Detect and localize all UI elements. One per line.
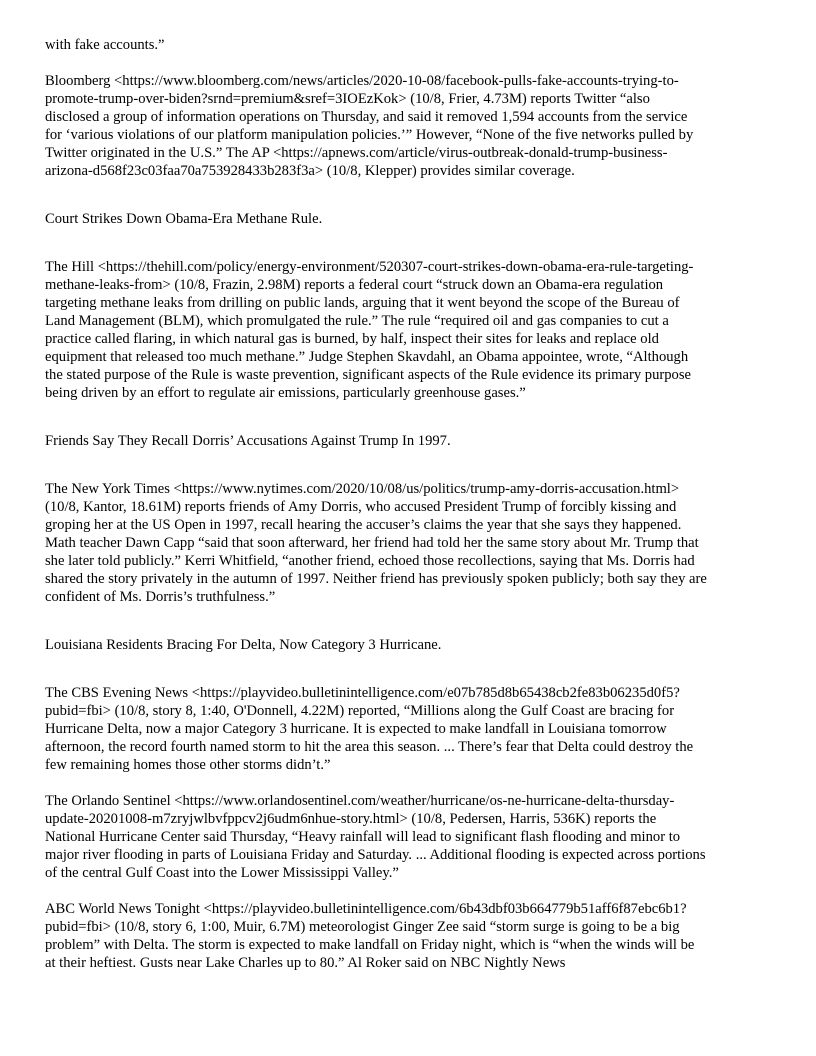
spacer bbox=[45, 228, 775, 258]
headline-dorris-accusations: Friends Say They Recall Dorris’ Accusations Against Trump In 1997. bbox=[45, 433, 451, 449]
spacer bbox=[45, 180, 775, 210]
document-page bbox=[45, 36, 775, 972]
spacer bbox=[45, 654, 775, 684]
paragraph-the-hill: The Hill <https://thehill.com/policy/energy-environment/520307-court-strikes-down-obama-era-rule-targeting- methane-leaks-from> (10/8, Frazin, 2.98M) reports a federal court “struck down an Obama-era regulation targeting methane leaks from drilling on public lands, arguing that it went beyond the scope of the Bureau of Land Management (BLM), which promulgated the rule.” The rule “required oil and gas companies to cut a practice called flaring, in which natural gas is burned, by half, inspect their sites for leaks and replace old equipment that released too much methane.” Judge Stephen Skavdahl, an Obama appointee, wrote, “Although the stated purpose of the Rule is waste prevention, significant aspects of the Rule evidence its primary purpose being driven by an effort to regulate air emissions, particularly greenhouse gases.” bbox=[45, 259, 694, 401]
spacer bbox=[45, 882, 775, 900]
paragraph-bloomberg: Bloomberg <https://www.bloomberg.com/news/articles/2020-10-08/facebook-pulls-fake-accounts-trying-to- promote-trump-over-biden?srnd=premium&sref=3IOEzKok> (10/8, Frier, 4.73M) reports Twitter “also disclosed a group of information operations on Thursday, and said it removed 1,594 accounts from the service for ‘various violations of our platform manipulation policies.’” However, “None of the five networks pulled by Twitter originated in the U.S.” The AP <https://apnews.com/article/virus-outbreak-donald-trump-business- arizona-d568f23c03faa70a753928433b283f3a> (10/8, Klepper) provides similar coverage. bbox=[45, 73, 694, 179]
spacer bbox=[45, 54, 775, 72]
headline-hurricane-delta: Louisiana Residents Bracing For Delta, Now Category 3 Hurricane. bbox=[45, 637, 442, 653]
spacer bbox=[45, 774, 775, 792]
paragraph-orlando-sentinel: The Orlando Sentinel <https://www.orlandosentinel.com/weather/hurricane/os-ne-hurricane-delta-thursday- update-20201008-m7zryjwlbvfppcv2j6udm6nhue-story.html> (10/8, Pedersen, Harris, 536K) reports the National Hurricane Center said Thursday, “Heavy rainfall will lead to significant flash flooding and minor to major river flooding in parts of Louisiana Friday and Saturday. ... Additional flooding is expected across portions of the central Gulf Coast into the Lower Mississippi Valley.” bbox=[45, 793, 706, 881]
paragraph-cbs: The CBS Evening News <https://playvideo.bulletinintelligence.com/e07b785d8b65438cb2fe83b06235d0f5? pubid=fbi> (10/8, story 8, 1:40, O'Donnell, 4.22M) reported, “Millions along the Gulf Coast are bracing for Hurricane Delta, now a major Category 3 hurricane. It is expected to make landfall in Louisiana tomorrow afternoon, the record fourth named storm to hit the area this season. ... There’s fear that Delta could destroy the few remaining homes those other storms didn’t.” bbox=[45, 685, 694, 773]
headline-methane-rule: Court Strikes Down Obama-Era Methane Rule. bbox=[45, 211, 323, 227]
paragraph-continuation: with fake accounts.” bbox=[45, 37, 165, 53]
spacer bbox=[45, 402, 775, 432]
paragraph-abc: ABC World News Tonight <https://playvideo.bulletinintelligence.com/6b43dbf03b664779b51aff6f87ebc6b1? pubid=fbi> (10/8, story 6, 1:00, Muir, 6.7M) meteorologist Ginger Zee said “storm surge is going to be a big problem” with Delta. The storm is expected to make landfall on Friday night, which is “when the winds will be at their heftiest. Gusts near Lake Charles up to 80.” Al Roker said on NBC Nightly News bbox=[45, 901, 695, 971]
paragraph-nytimes: The New York Times <https://www.nytimes.com/2020/10/08/us/politics/trump-amy-dorris-accusation.html> (10/8, Kantor, 18.61M) reports friends of Amy Dorris, who accused President Trump of forcibly kissing and groping her at the US Open in 1997, recall hearing the accuser’s claims the year that she says they happened. Math teacher Dawn Capp “said that soon afterward, her friend had told her the same story about Mr. Trump that she later told publicly.” Kerri Whitfield, “another friend, echoed those recollections, saying that Ms. Dorris had shared the story privately in the autumn of 1997. Neither friend has previously spoken publicly; both say they are confident of Ms. Dorris’s truthfulness.” bbox=[45, 481, 707, 605]
spacer bbox=[45, 450, 775, 480]
spacer bbox=[45, 606, 775, 636]
